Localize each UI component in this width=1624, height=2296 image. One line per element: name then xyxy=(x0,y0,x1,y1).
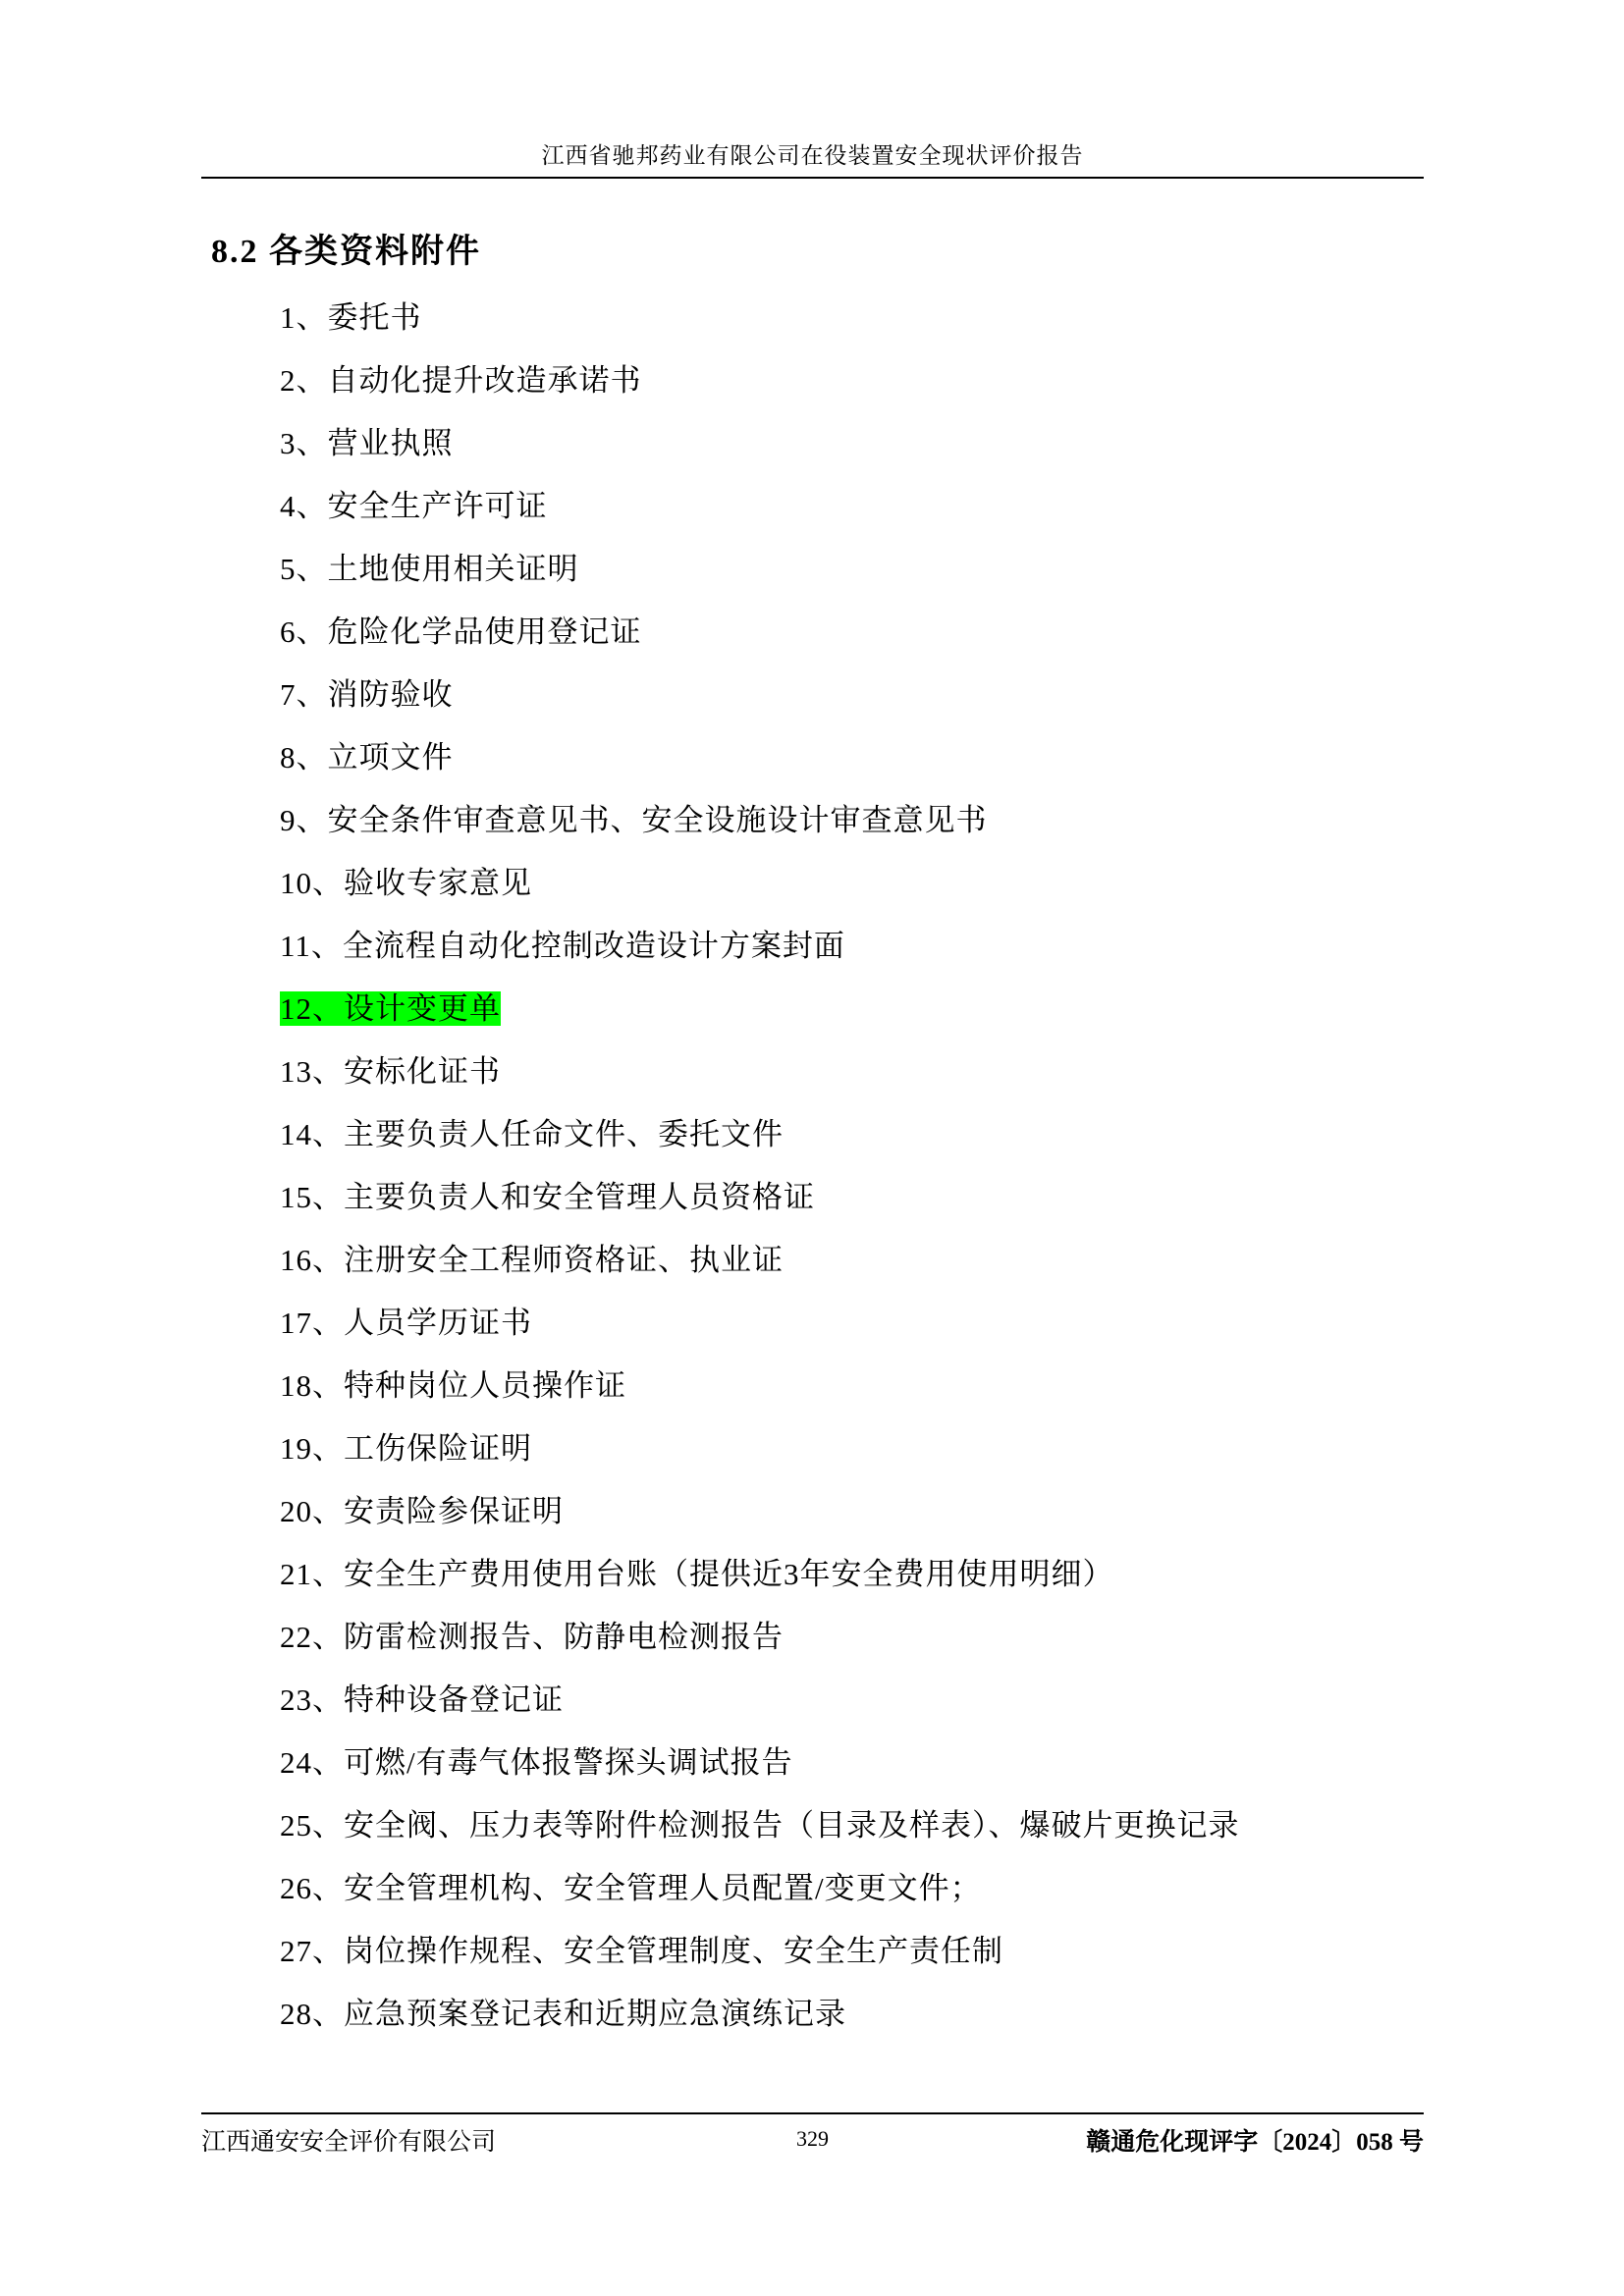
list-item: 17、人员学历证书 xyxy=(280,1306,532,1340)
list-item: 2、自动化提升改造承诺书 xyxy=(280,363,642,398)
list-item: 6、危险化学品使用登记证 xyxy=(280,614,642,649)
list-item: 8、立项文件 xyxy=(280,740,454,774)
list-item: 4、安全生产许可证 xyxy=(280,489,548,523)
section-heading: 8.2 各类资料附件 xyxy=(211,234,481,270)
list-item: 15、主要负责人和安全管理人员资格证 xyxy=(280,1180,815,1214)
list-item: 7、消防验收 xyxy=(280,677,454,712)
page-footer xyxy=(201,2122,1424,2171)
footer-company: 江西通安安全评价有限公司 xyxy=(201,2129,497,2156)
list-item: 9、安全条件审查意见书、安全设施设计审查意见书 xyxy=(280,803,988,837)
list-item: 23、特种设备登记证 xyxy=(280,1682,564,1717)
list-item: 3、营业执照 xyxy=(280,426,454,460)
list-item: 16、注册安全工程师资格证、执业证 xyxy=(280,1243,784,1277)
list-item: 22、防雷检测报告、防静电检测报告 xyxy=(280,1620,784,1654)
list-item: 28、应急预案登记表和近期应急演练记录 xyxy=(280,1997,846,2031)
list-item: 10、验收专家意见 xyxy=(280,866,532,900)
list-item: 1、委托书 xyxy=(280,300,422,335)
list-item: 11、全流程自动化控制改造设计方案封面 xyxy=(280,929,845,963)
list-item: 21、安全生产费用使用台账（提供近3年安全费用使用明细） xyxy=(280,1557,1114,1591)
list-item: 26、安全管理机构、安全管理人员配置/变更文件； xyxy=(280,1871,982,1905)
footer-divider xyxy=(201,2112,1424,2114)
highlighted-text: 12、设计变更单 xyxy=(280,991,501,1026)
footer-document-number: 赣通危化现评字〔2024〕058 号 xyxy=(1086,2129,1424,2156)
list-item: 27、岗位操作规程、安全管理制度、安全生产责任制 xyxy=(280,1934,1003,1968)
list-item: 14、主要负责人任命文件、委托文件 xyxy=(280,1117,784,1151)
list-item: 25、安全阀、压力表等附件检测报告（目录及样表）、爆破片更换记录 xyxy=(280,1808,1240,1842)
list-item: 18、特种岗位人员操作证 xyxy=(280,1368,626,1403)
list-item: 5、土地使用相关证明 xyxy=(280,552,579,586)
header-divider xyxy=(201,177,1424,179)
list-item: 24、可燃/有毒气体报警探头调试报告 xyxy=(280,1745,793,1780)
attachment-list xyxy=(280,287,1438,2046)
list-item-highlighted xyxy=(280,978,1438,1041)
list-item: 19、工伤保险证明 xyxy=(280,1431,532,1466)
list-item: 13、安标化证书 xyxy=(280,1054,501,1089)
list-item: 20、安责险参保证明 xyxy=(280,1494,564,1528)
running-header: 江西省驰邦药业有限公司在役装置安全现状评价报告 xyxy=(541,143,1084,168)
page-number: 329 xyxy=(796,2126,829,2151)
